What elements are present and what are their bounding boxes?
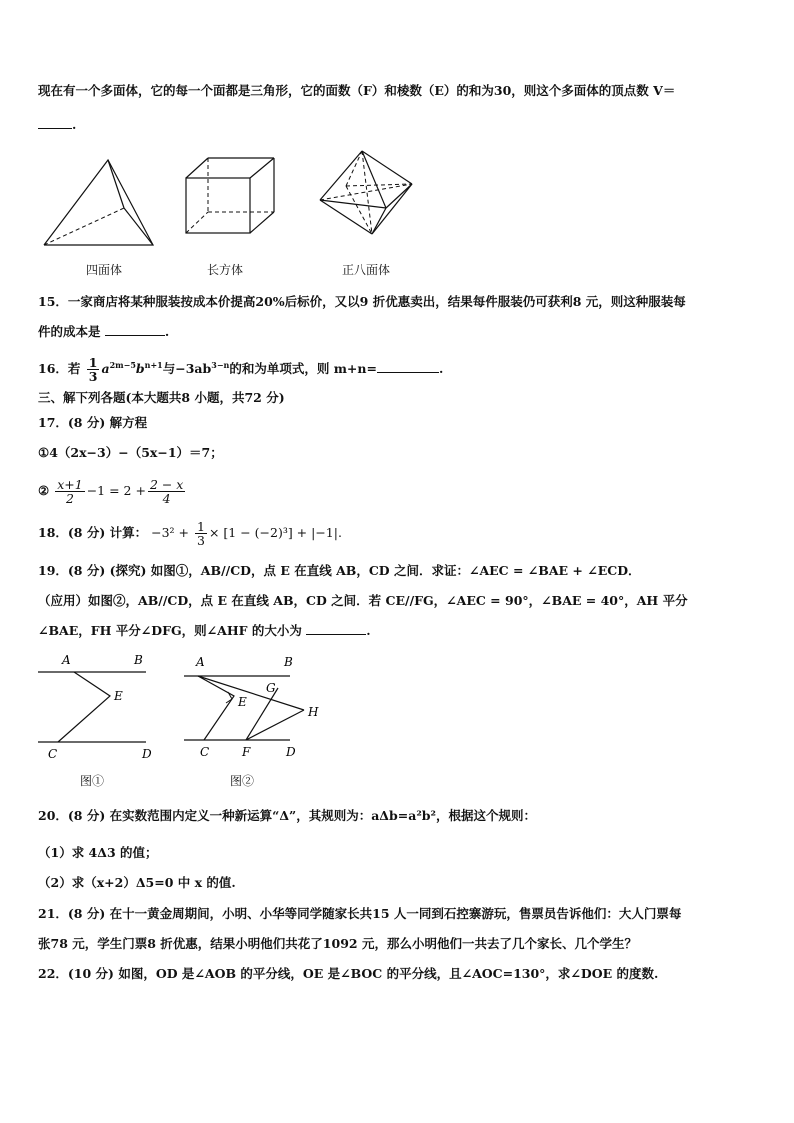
fig1-label-C: C	[48, 747, 58, 761]
q17-frac2: $\frac{2 - x}{4}$	[149, 477, 184, 506]
fig2-label-F: F	[242, 745, 251, 759]
q14-end: .	[72, 117, 77, 132]
q14-answer-blank	[38, 116, 72, 129]
q14-line2	[38, 116, 76, 134]
fig1-label-B: B	[134, 653, 143, 667]
tetrahedron-caption: 四面体	[86, 263, 123, 277]
q17-frac1: $\frac{x+1}{2}$	[57, 477, 83, 506]
q20-sub2: （2）求（x+2）Δ5=0 中 x 的值.	[38, 875, 236, 890]
q19-answer-blank	[306, 622, 366, 635]
fig2-label-C: C	[200, 745, 210, 759]
q17-eq2-mid: −1 = 2 +	[86, 483, 146, 498]
q15-text2: 件的成本是	[38, 324, 101, 339]
q16-answer-blank	[377, 360, 439, 373]
q21-line1: 21．(8 分) 在十一黄金周期间，小明、小华等同学随家长共15 人一同到石控寨游玩，售票员告诉他们：大人门票每	[38, 906, 682, 921]
figure-2	[180, 650, 330, 762]
fig2-label-B: B	[284, 655, 293, 669]
q15-line2	[38, 323, 169, 341]
q16-fraction: $\frac{1}{3}$	[88, 355, 98, 385]
figure-1	[32, 650, 162, 762]
q18-line: 18．(8 分) 计算： −3² + $\frac{1}{3}$ × [1 − (−2)³] + |−1|.	[38, 519, 342, 548]
cuboid-figure	[180, 150, 280, 238]
q15-text1: 15．一家商店将某种服装按成本价提高20%后标价，又以9 折优惠卖出，结果每件服装仍可获利8 元，则这种服装每	[38, 294, 686, 309]
fig1-label-D: D	[142, 747, 152, 761]
q16-term-b: b	[135, 361, 145, 377]
q14-line1	[38, 82, 675, 100]
q15-line1	[38, 293, 686, 311]
cuboid-caption: 长方体	[207, 263, 244, 277]
q17-eq1: ①4（2x−3）−（5x−1）＝7；	[38, 445, 223, 460]
fig1-label-A: A	[62, 653, 71, 667]
q20-sub1: （1）求 4Δ3 的值；	[38, 845, 158, 860]
section3-heading: 三、解下列各题(本大题共8 小题，共72 分)	[38, 390, 285, 405]
fig2-label-H: H	[308, 705, 319, 719]
q22-line1: 22．(10 分) 如图，OD 是∠AOB 的平分线，OE 是∠BOC 的平分线，且∠AOC=130°，求∠DOE 的度数.	[38, 966, 659, 981]
q19-line3: ∠BAE，FH 平分∠DFG，则∠AHF 的大小为 .	[38, 623, 371, 638]
fig2-label-E: E	[238, 695, 247, 709]
q15-end: .	[164, 324, 170, 339]
q19-line1: 19．(8 分) (探究) 如图①，AB//CD，点 E 在直线 AB，CD 之间．求证：∠AEC = ∠BAE + ∠ECD．	[38, 563, 641, 578]
q21-line2: 张78 元，学生门票8 折优惠，结果小明他们共花了1092 元，那么小明他们一共去了几个家长、几个学生？	[38, 936, 637, 951]
q16-line: 16．若 $\frac{1}{3}$ $a^{2m-5}b^{n+1}$与$-3ab^{3-n}$的和为单项式，则 m+n= .	[38, 355, 444, 385]
q20-line1: 20．(8 分) 在实数范围内定义一种新运算“Δ”，其规则为：aΔb=a²b²，根据这个规则：	[38, 808, 537, 823]
fig2-label-A: A	[196, 655, 205, 669]
q16-term-a: a	[101, 361, 110, 377]
figure-2-caption: 图②	[230, 774, 255, 788]
octahedron-caption: 正八面体	[342, 263, 391, 277]
octahedron-figure	[316, 148, 418, 238]
q18-fraction: $\frac{1}{3}$	[196, 519, 205, 548]
q15-answer-blank	[105, 323, 165, 336]
q16-mid: 与−3ab	[162, 361, 212, 377]
fig1-label-E: E	[114, 689, 123, 703]
q16-suffix: 的和为单项式，则 m+n=	[229, 361, 377, 377]
q14-text: 现在有一个多面体，它的每一个面都是三角形，它的面数（F）和棱数（E）的和为30，则这个多面体的顶点数 V＝	[38, 83, 676, 98]
q17-title: 17．(8 分) 解方程	[38, 415, 148, 430]
q17-eq2: ② $\frac{x+1}{2}$ −1 = 2 + $\frac{2 - x}{4}$	[38, 477, 184, 506]
fig2-label-G: G	[266, 681, 276, 695]
fig2-label-D: D	[286, 745, 296, 759]
q18-prefix: 18．(8 分) 计算：	[38, 525, 148, 540]
q19-line2: （应用）如图②，AB//CD，点 E 在直线 AB，CD 之间．若 CE//FG，∠AEC = 90°，∠BAE = 40°，AH 平分	[38, 593, 688, 608]
figure-1-caption: 图①	[80, 774, 105, 788]
q16-prefix: 16．若	[38, 361, 81, 377]
tetrahedron-figure	[38, 150, 162, 250]
